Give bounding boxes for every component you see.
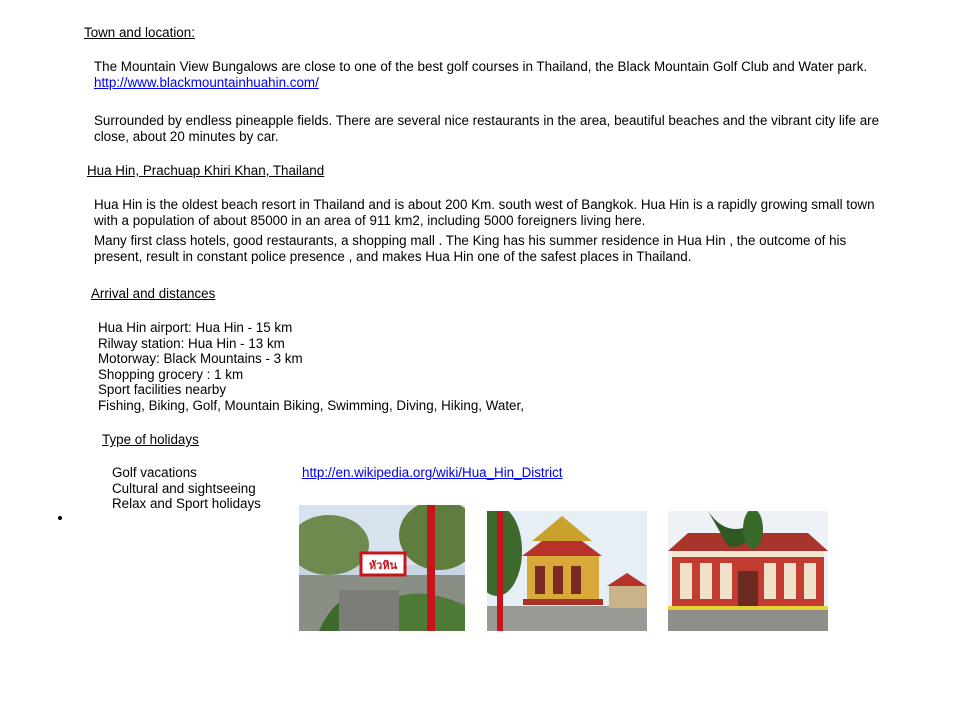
huahin-paragraph-1: Hua Hin is the oldest beach resort in Thailand and is about 200 Km. south west of Bangkok. Hua Hin is a rapidly growing small town with a population of about 85000 in an area of 911 km2, including 5000 foreigners living here.	[94, 197, 875, 228]
town-paragraph-2: Surrounded by endless pineapple fields. There are several nice restaurants in the area, beautiful beaches and the vibrant city life are close, about 20 minutes by car.	[94, 113, 880, 144]
hua-hin-sign-photo	[299, 505, 465, 631]
sign-text: หัวหิน	[368, 559, 398, 572]
arrival-line: Motorway: Black Mountains - 3 km	[98, 351, 303, 366]
town-paragraph-1	[94, 59, 906, 90]
wikipedia-link[interactable]: http://en.wikipedia.org/wiki/Hua_Hin_District	[302, 465, 563, 480]
royal-pavilion-photo	[487, 511, 647, 631]
town-paragraph-1-text: The Mountain View Bungalows are close to one of the best golf courses in Thailand, the Black Mountain Golf Club and Water park.	[94, 59, 868, 74]
bullet-dot	[58, 516, 62, 520]
section-heading-arrival: Arrival and distances	[91, 286, 216, 301]
section-heading-holidays: Type of holidays	[102, 432, 199, 447]
holiday-list	[112, 465, 261, 512]
blackmountain-link[interactable]: http://www.blackmountainhuahin.com/	[94, 74, 319, 90]
arrival-line: Shopping grocery : 1 km	[98, 366, 244, 382]
arrival-line: Sport facilities nearby	[98, 382, 227, 397]
arrival-line: Rilway station: Hua Hin - 13 km	[98, 335, 285, 351]
section-heading-huahin: Hua Hin, Prachuap Khiri Khan, Thailand	[87, 163, 325, 178]
railway-station-photo	[668, 511, 828, 631]
holiday-item: Golf vacations	[112, 465, 197, 480]
huahin-paragraph-2: Many first class hotels, good restaurants, a shopping mall . The King has his summer residence in Hua Hin , the outcome of his present, result in constant police presence , and makes Hua Hin one of the safest places in Thailand.	[94, 233, 847, 264]
holiday-item: Relax and Sport holidays	[112, 496, 261, 511]
arrival-line: Fishing, Biking, Golf, Mountain Biking, Swimming, Diving, Hiking, Water,	[98, 397, 524, 413]
arrival-line: Hua Hin airport: Hua Hin - 15 km	[98, 320, 293, 335]
arrival-list	[98, 320, 524, 413]
holiday-item: Cultural and sightseeing	[112, 480, 256, 496]
section-heading-town: Town and location:	[84, 25, 195, 40]
